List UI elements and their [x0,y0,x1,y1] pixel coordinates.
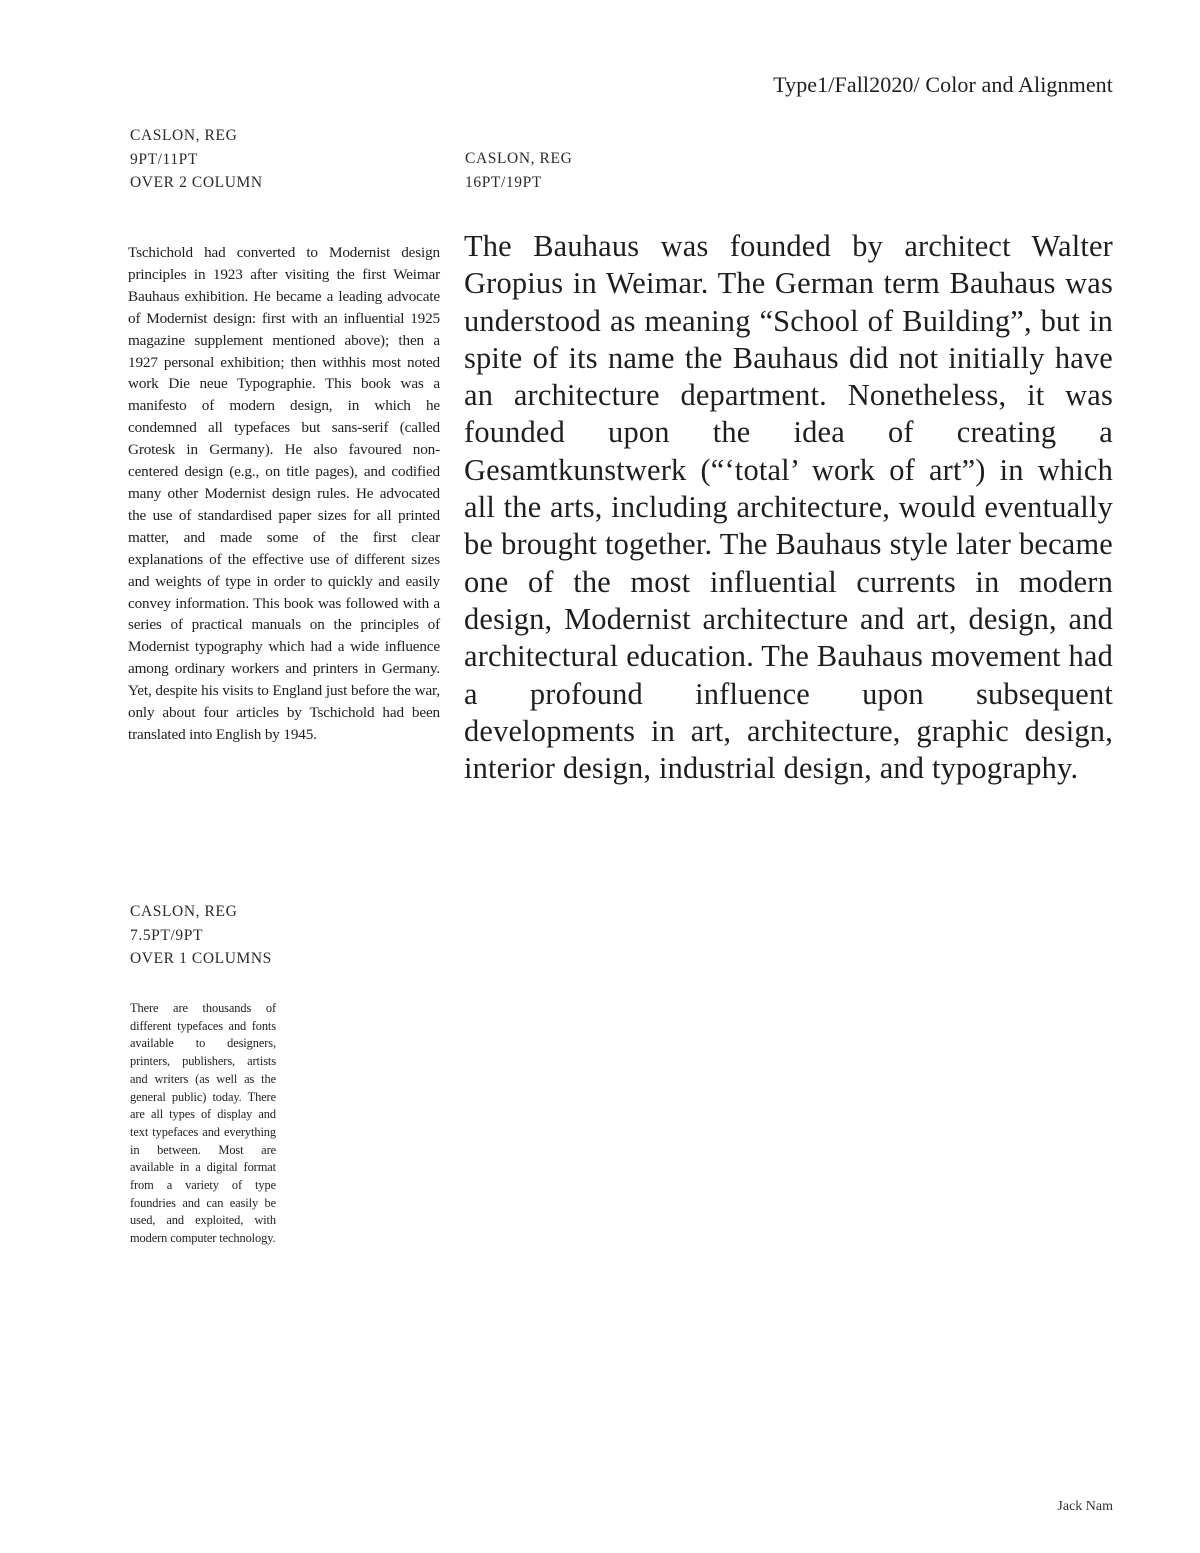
type-spec-right [465,147,572,194]
body-text-small-column: There are thousands of different typefaces and fonts available to designers, printers, publishers, artists and writers (as well as the general public) today. There are all types of display and text typefaces and everything in between. Most are available in a digital format from a variety of type foundries and can easily be used, and exploited, with modern computer technology. [130,1001,276,1246]
spec-font-label: CASLON, REG [130,127,238,144]
page-title: Type1/Fall2020/ Color and Alignment [773,72,1113,97]
type-spec-left [130,124,263,195]
spec-size-label: 9PT/11PT [130,150,198,168]
type-spec-bottom [130,900,272,971]
spec-size-label: 16PT/19PT [465,173,542,191]
body-text-two-column: Tschichold had converted to Modernist design principles in 1923 after visiting the first Weimar Bauhaus exhibition. He became a leading advocate of Modernist design: first with an influential 1925 magazine supplement mentioned above); then a 1927 personal exhibition; then withhis most noted work Die neue Typographie. This book was a manifesto of modern design, in which he condemned all typefaces but sans-serif (called Grotesk in Germany). He also favoured non-centered design (e.g., on title pages), and codified many other Modernist design rules. He advocated the use of standardised paper sizes for all printed matter, and made some of the first clear explanations of the effective use of different sizes and weights of type in order to quickly and easily convey information. This book was followed with a series of practical manuals on the principles of Modernist typography which had a wide influence among ordinary workers and printers in Germany. Yet, despite his visits to England just before the war, only about four articles by Tschichold had been translated into English by 1945. [128,244,440,743]
spec-font-label: CASLON, REG [130,903,238,920]
body-text-large: The Bauhaus was founded by architect Walter Gropius in Weimar. The German term Bauhaus was understood as meaning “School of Building”, but in spite of its name the Bauhaus did not initially have an architecture department. Nonetheless, it was founded upon the idea of creating a Gesamtkunstwerk (“‘total’ work of art”) in which all the arts, including architecture, would eventually be brought together. The Bauhaus style later became one of the most influential currents in modern design, Modernist architecture and art, design, and architectural education. The Bauhaus movement had a profound influence upon subsequent developments in art, architecture, graphic design, interior design, industrial design, and typography. [464,229,1113,786]
spec-column-label: OVER 2 COLUMN [130,174,263,191]
spec-size-label: 7.5PT/9PT [130,926,204,944]
author-name: Jack Nam [1057,1499,1113,1514]
spec-font-label: CASLON, REG [465,150,573,167]
spec-column-label: OVER 1 COLUMNS [130,950,272,967]
